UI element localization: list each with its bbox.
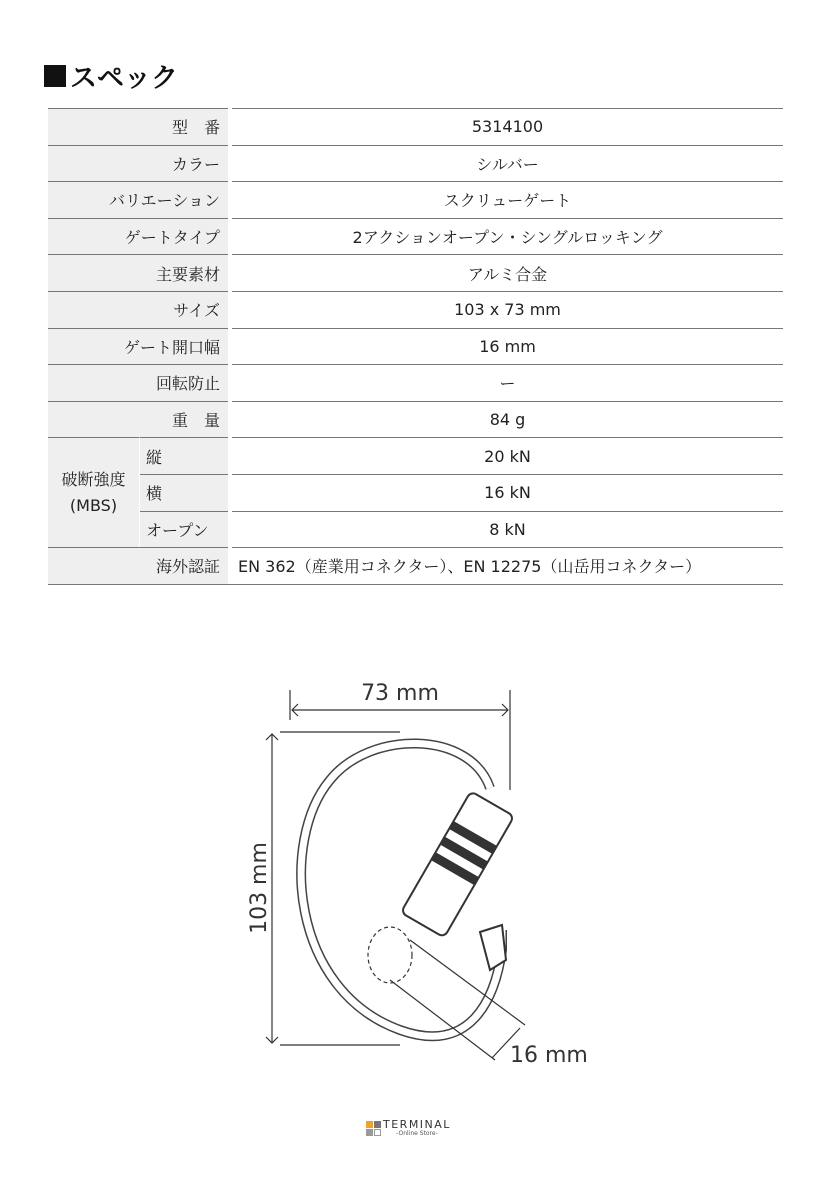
row-label: 縦	[140, 437, 228, 474]
row-label: サイズ	[48, 291, 228, 328]
gate-opening-label: 16 mm	[510, 1043, 588, 1068]
row-value: 103 x 73 mm	[232, 291, 783, 328]
spec-row	[48, 364, 783, 401]
spec-row	[48, 108, 783, 145]
spec-row	[140, 474, 783, 511]
row-value: アルミ合金	[232, 254, 783, 291]
row-value: 16 kN	[232, 474, 783, 511]
square-bullet-icon	[44, 65, 66, 87]
carabiner-diagram	[240, 670, 600, 1080]
row-value: EN 362（産業用コネクター）、EN 12275（山岳用コネクター）	[232, 547, 783, 584]
row-value: 20 kN	[232, 437, 783, 474]
terminal-logo: TERMINAL -Online Store-	[366, 1119, 451, 1137]
spec-row	[48, 328, 783, 365]
row-value: 84 g	[232, 401, 783, 438]
spec-row	[140, 437, 783, 474]
row-label: オープン	[140, 511, 228, 548]
spec-row	[48, 145, 783, 182]
row-label: 横	[140, 474, 228, 511]
spec-row	[48, 401, 783, 438]
height-label: 103 mm	[247, 842, 272, 934]
mbs-group	[48, 437, 783, 547]
spec-row	[48, 291, 783, 328]
spec-row	[48, 254, 783, 291]
row-label: 海外認証	[48, 547, 228, 584]
row-value: 2アクションオープン・シングルロッキング	[232, 218, 783, 255]
mbs-label: 破断強度 (MBS)	[48, 437, 140, 547]
width-label: 73 mm	[361, 681, 439, 706]
table-bottom-rule	[48, 584, 783, 585]
row-label: カラー	[48, 145, 228, 182]
row-label: バリエーション	[48, 181, 228, 218]
logo-mark-icon	[366, 1121, 381, 1136]
spec-row	[48, 218, 783, 255]
spec-row	[48, 181, 783, 218]
row-label: 主要素材	[48, 254, 228, 291]
row-value: シルバー	[232, 145, 783, 182]
spec-row	[140, 511, 783, 548]
row-label: ゲートタイプ	[48, 218, 228, 255]
row-value: 5314100	[232, 108, 783, 145]
row-label: 回転防止	[48, 364, 228, 401]
section-title: スペック	[44, 56, 178, 95]
row-value: 8 kN	[232, 511, 783, 548]
row-label: 重 量	[48, 401, 228, 438]
row-value: スクリューゲート	[232, 181, 783, 218]
row-label: 型 番	[48, 108, 228, 145]
row-label: ゲート開口幅	[48, 328, 228, 365]
row-value: ー	[232, 364, 783, 401]
spec-table	[48, 108, 783, 584]
spec-row-cert	[48, 547, 783, 584]
row-value: 16 mm	[232, 328, 783, 365]
